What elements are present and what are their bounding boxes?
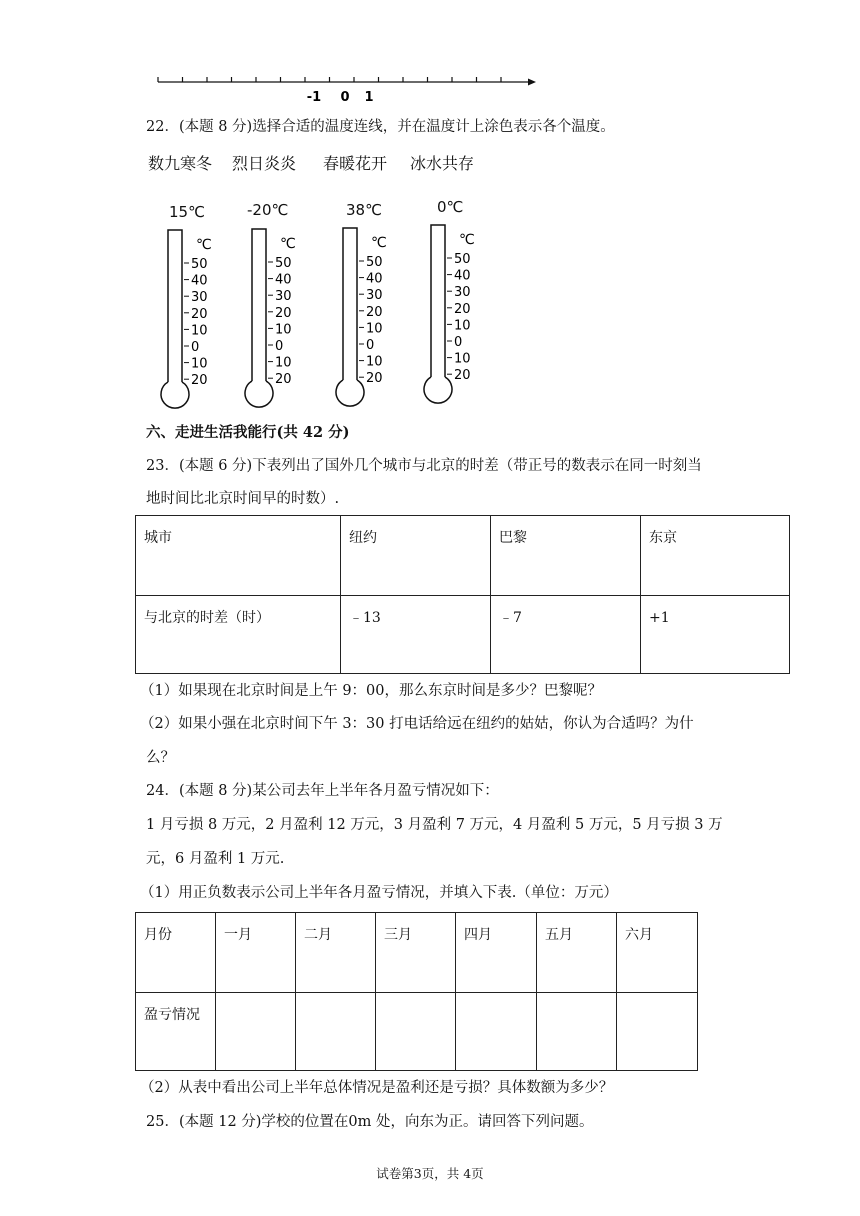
q23-timezone-table bbox=[135, 515, 790, 674]
thermometer-unit-label: ℃ bbox=[280, 236, 296, 252]
q24-answer-jun[interactable] bbox=[617, 993, 698, 1071]
q24-heading: 24．(本题 8 分)某公司去年上半年各月盈亏情况如下： bbox=[146, 783, 499, 799]
number-line-label-1: 1 bbox=[364, 90, 374, 105]
thermometer-tick-label: 50 bbox=[275, 256, 292, 271]
q25-heading: 25．(本题 12 分)学校的位置在0m 处，向东为正。请回答下列问题。 bbox=[146, 1114, 594, 1130]
table-row bbox=[136, 516, 790, 596]
q24-answer-may[interactable] bbox=[537, 993, 617, 1071]
q24-answer-apr[interactable] bbox=[456, 993, 537, 1071]
thermometer-3-label: 38℃ bbox=[346, 201, 382, 219]
q23-sub1: （1）如果现在北京时间是上午 9：00，那么东京时间是多少？巴黎呢？ bbox=[140, 683, 603, 699]
thermometer-3[interactable] bbox=[325, 220, 395, 410]
q24-header-month: 月份 bbox=[136, 913, 216, 993]
q23-header-tokyo: 东京 bbox=[641, 516, 790, 596]
thermometer-4[interactable] bbox=[413, 217, 483, 407]
q24-row-label: 盈亏情况 bbox=[136, 993, 216, 1071]
page-footer: 试卷第3页，共 4页 bbox=[376, 1166, 484, 1181]
q24-sub2: （2）从表中看出公司上半年总体情况是盈利还是亏损？具体数额为多少？ bbox=[140, 1080, 614, 1096]
number-line-label-neg1: -1 bbox=[306, 90, 322, 105]
thermometer-1-label: 15℃ bbox=[169, 203, 205, 221]
q22-phrase-2: 烈日炎炎 bbox=[232, 154, 297, 173]
q23-diff-newyork: ﹣13 bbox=[341, 596, 491, 674]
q23-header-newyork: 纽约 bbox=[341, 516, 491, 596]
q24-header-feb: 二月 bbox=[296, 913, 376, 993]
number-line-arrow bbox=[528, 79, 536, 86]
q23-header-city: 城市 bbox=[136, 516, 341, 596]
thermometer-tick-label: 50 bbox=[191, 257, 208, 272]
q24-body-line1: 1 月亏损 8 万元，2 月盈利 12 万元，3 月盈利 7 万元，4 月盈利 5 万元，5 月亏损 3 万 bbox=[146, 817, 723, 833]
thermometer-tick-label: 50 bbox=[454, 252, 471, 267]
thermometer-tick-label: 10 bbox=[275, 322, 292, 338]
thermometer-tick-label: 20 bbox=[454, 301, 471, 317]
q24-answer-feb[interactable] bbox=[296, 993, 376, 1071]
thermometer-2-label: -20℃ bbox=[247, 201, 289, 219]
thermometer-tick-label: 30 bbox=[275, 289, 292, 305]
thermometer-tick-label: 30 bbox=[191, 290, 208, 306]
thermometer-tick-label: 20 bbox=[275, 372, 292, 388]
q22-phrase-4: 冰水共存 bbox=[410, 154, 475, 173]
thermometer-tick-label: 20 bbox=[191, 373, 208, 389]
thermometer-2[interactable] bbox=[234, 221, 304, 411]
number-line-ticks bbox=[158, 77, 501, 82]
q23-row-label: 与北京的时差（时） bbox=[136, 596, 341, 674]
q24-header-mar: 三月 bbox=[376, 913, 456, 993]
thermometer-tick-label: 20 bbox=[275, 305, 292, 321]
thermometer-tube bbox=[343, 228, 357, 380]
thermometer-unit-label: ℃ bbox=[196, 237, 212, 253]
thermometer-unit-label: ℃ bbox=[371, 235, 387, 251]
q24-answer-mar[interactable] bbox=[376, 993, 456, 1071]
section-6-title: 六、走进生活我能行(共 42 分) bbox=[146, 424, 350, 441]
q22-phrase-3: 春暖花开 bbox=[323, 154, 388, 173]
thermometer-bulb bbox=[424, 377, 452, 403]
thermometer-bulb bbox=[336, 380, 364, 406]
q23-header-paris: 巴黎 bbox=[491, 516, 641, 596]
q24-body-line2: 元，6 月盈利 1 万元. bbox=[146, 851, 285, 867]
thermometer-bulb bbox=[245, 381, 273, 407]
q24-header-jan: 一月 bbox=[216, 913, 296, 993]
table-row bbox=[136, 596, 790, 674]
table-row bbox=[136, 913, 698, 993]
thermometer-tick-label: 20 bbox=[366, 304, 383, 320]
q22-phrase-1: 数九寒冬 bbox=[148, 154, 213, 173]
q23-diff-paris: ﹣7 bbox=[491, 596, 641, 674]
table-row bbox=[136, 993, 698, 1071]
thermometer-tube bbox=[431, 225, 445, 377]
thermometer-tick-label: 10 bbox=[454, 351, 471, 367]
number-line bbox=[150, 72, 550, 112]
thermometer-tick-label: 40 bbox=[191, 273, 208, 289]
thermometer-tube bbox=[252, 229, 266, 381]
q24-header-jun: 六月 bbox=[617, 913, 698, 993]
q23-sub2-line2: 么？ bbox=[146, 750, 175, 766]
q24-sub1: （1）用正负数表示公司上半年各月盈亏情况，并填入下表.（单位：万元） bbox=[140, 885, 618, 901]
thermometer-tick-label: 10 bbox=[275, 355, 292, 371]
thermometer-bulb bbox=[161, 382, 189, 408]
thermometer-tick-label: 0 bbox=[191, 340, 200, 355]
q24-header-may: 五月 bbox=[537, 913, 617, 993]
thermometer-1[interactable] bbox=[150, 222, 220, 412]
thermometer-tick-label: 20 bbox=[366, 371, 383, 387]
q23-heading-line1: 23．(本题 6 分)下表列出了国外几个城市与北京的时差（带正号的数表示在同一时刻当 bbox=[146, 458, 702, 474]
thermometer-tick-label: 0 bbox=[454, 335, 463, 350]
thermometer-tick-label: 0 bbox=[366, 338, 375, 353]
thermometer-tick-label: 40 bbox=[454, 268, 471, 284]
thermometer-tick-label: 30 bbox=[454, 285, 471, 301]
thermometer-tick-label: 30 bbox=[366, 288, 383, 304]
thermometer-unit-label: ℃ bbox=[459, 232, 475, 248]
thermometer-tick-label: 10 bbox=[454, 318, 471, 334]
thermometer-tick-label: 10 bbox=[191, 323, 208, 339]
thermometer-4-label: 0℃ bbox=[437, 198, 464, 216]
thermometer-tube bbox=[168, 230, 182, 382]
number-line-label-0: 0 bbox=[340, 90, 350, 105]
q22-heading: 22．(本题 8 分)选择合适的温度连线，并在温度计上涂色表示各个温度。 bbox=[146, 119, 615, 135]
thermometer-tick-label: 10 bbox=[366, 321, 383, 337]
q24-profit-table bbox=[135, 912, 698, 1071]
q23-heading-line2: 地时间比北京时间早的时数）. bbox=[146, 491, 340, 507]
q24-answer-jan[interactable] bbox=[216, 993, 296, 1071]
thermometer-tick-label: 10 bbox=[191, 356, 208, 372]
thermometer-tick-label: 0 bbox=[275, 339, 284, 354]
thermometer-tick-label: 20 bbox=[191, 306, 208, 322]
q24-header-apr: 四月 bbox=[456, 913, 537, 993]
thermometer-tick-label: 20 bbox=[454, 368, 471, 384]
thermometer-tick-label: 50 bbox=[366, 255, 383, 270]
thermometer-tick-label: 10 bbox=[366, 354, 383, 370]
thermometer-tick-label: 40 bbox=[366, 271, 383, 287]
thermometer-tick-label: 40 bbox=[275, 272, 292, 288]
q23-diff-tokyo: +1 bbox=[641, 596, 790, 674]
q23-sub2-line1: （2）如果小强在北京时间下午 3：30 打电话给远在纽约的姑姑，你认为合适吗？为什 bbox=[140, 716, 694, 732]
